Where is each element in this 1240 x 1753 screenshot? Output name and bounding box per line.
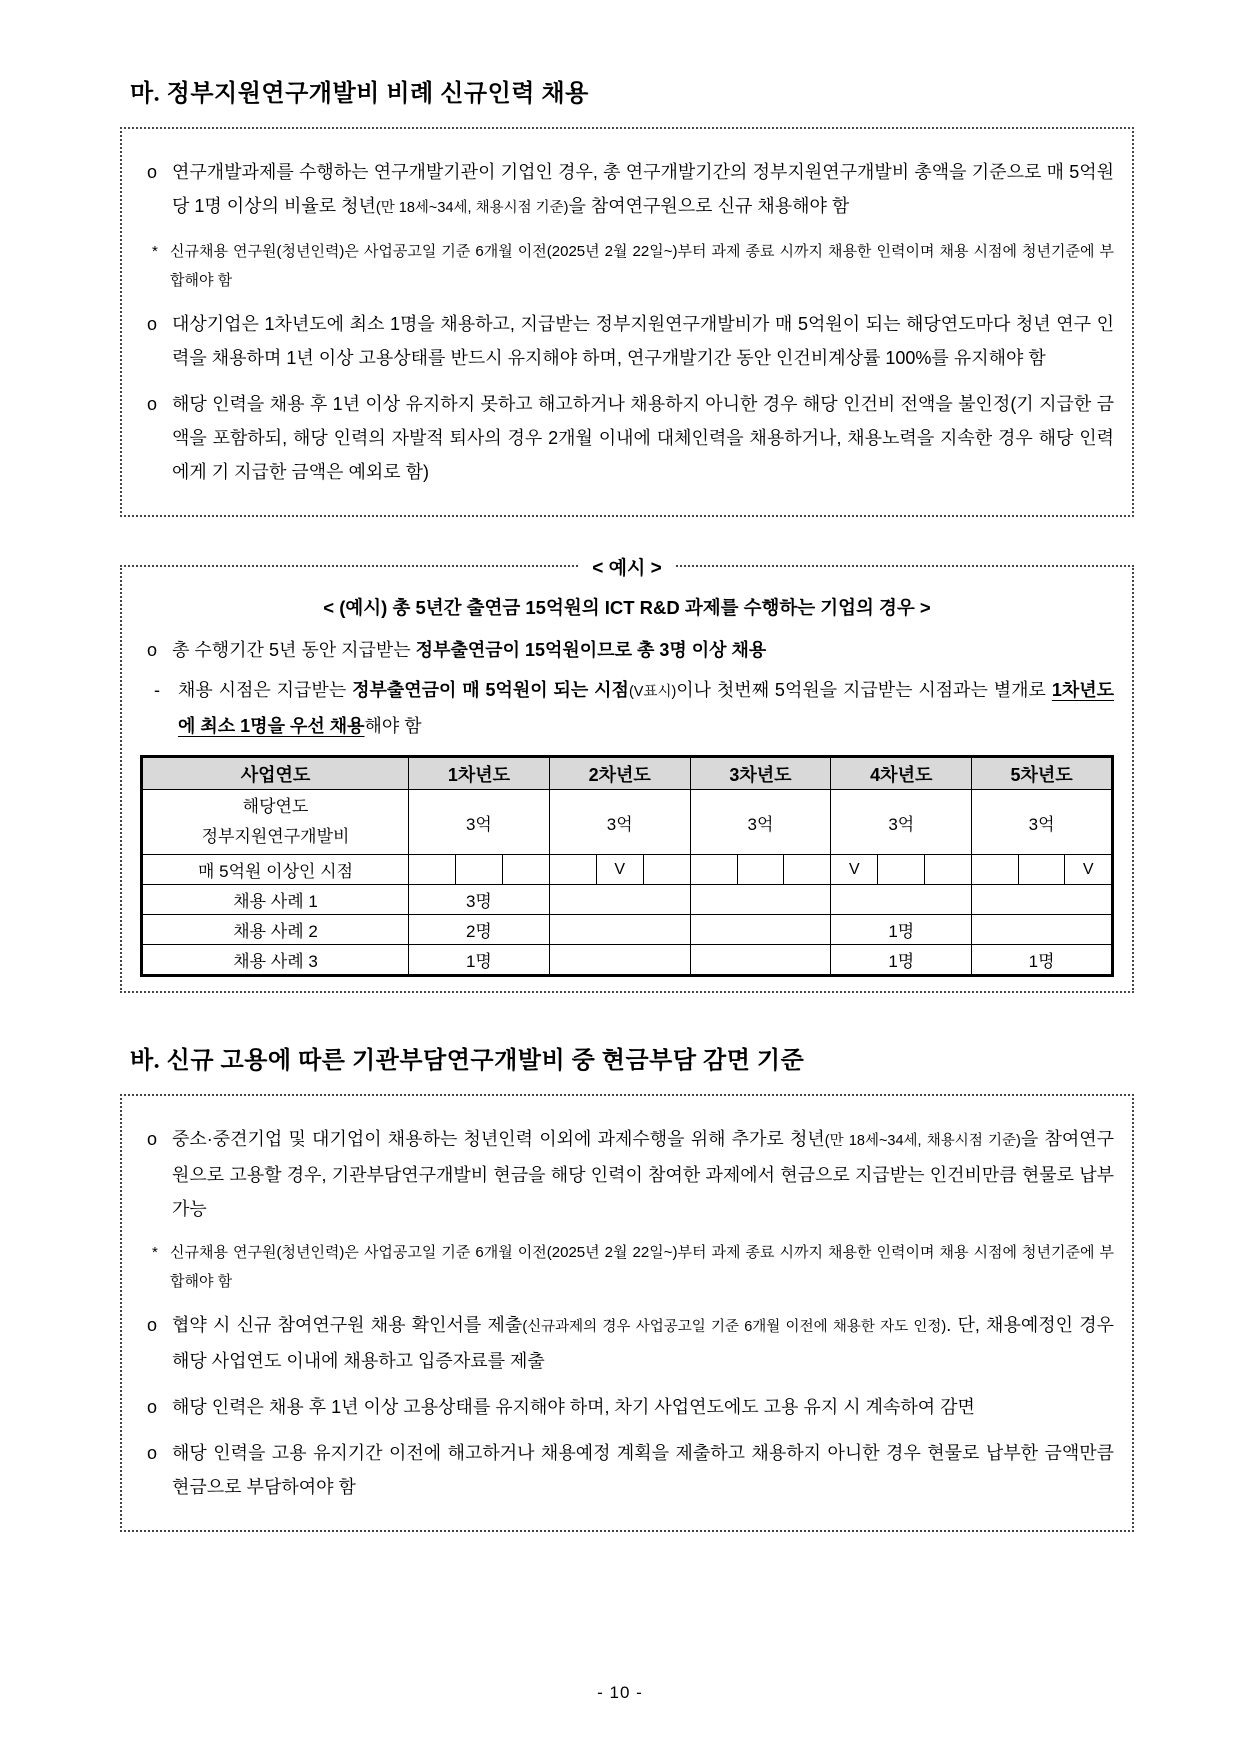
circle-bullet-marker: o <box>147 1397 158 1418</box>
header-cell-year1: 1차년도 <box>409 757 550 790</box>
text-run: 협약 시 신규 참여연구원 채용 확인서를 제출 <box>172 1315 523 1336</box>
section-ma-box <box>120 127 1134 517</box>
check-mark: V <box>596 855 643 884</box>
bold-text-run: 정부출연금이 매 5억원이 되는 시점 <box>352 680 629 701</box>
table-header-row <box>142 757 1113 790</box>
check-mark: V <box>849 860 860 878</box>
bold-underline-text-run: 1차년도에 최소 1명을 우선 채용 <box>178 680 1114 737</box>
small-parenthetical: (만 18세~34세, 채용시점 기준) <box>375 200 569 217</box>
example-box <box>120 558 1134 993</box>
case-row-label: 채용 사례 3 <box>142 945 409 976</box>
check-mark <box>502 855 549 884</box>
budget-cell-year5: 3억 <box>972 790 1113 855</box>
ba-paragraph-1 <box>140 1122 1114 1226</box>
budget-row-label <box>142 790 409 855</box>
small-parenthetical: (신규과제의 경우 사업공고일 기준 6개월 이전에 채용한 자도 인정) <box>522 1319 947 1336</box>
check-mark <box>783 855 830 884</box>
text-run: 이나 첫번째 5억원을 지급받는 시점과는 별개로 <box>676 680 1052 701</box>
case-cell: 3명 <box>409 885 550 915</box>
example-schedule-table <box>140 755 1114 977</box>
header-cell-year5: 5차년도 <box>972 757 1113 790</box>
small-parenthetical: (V표시) <box>628 684 677 701</box>
text-run: 신규채용 연구원(청년인력)은 사업공고일 기준 6개월 이전(2025년 2월 22일~)부터 과제 종료 시까지 채용한 인력이며 채용 시점에 청년기준에 부합해야 함 <box>170 1244 1114 1291</box>
text-run: . 단, 채용예정인 경우 해당 사업연도 이내에 채용하고 입증자료를 제출 <box>172 1315 1114 1372</box>
case-cell: 1명 <box>409 945 550 976</box>
example-title: < (예시) 총 5년간 출연금 15억원의 ICT R&D 과제를 수행하는 기업의 경우 > <box>323 597 931 619</box>
bold-text-run: 정부출연금이 15억원이므로 총 3명 이상 채용 <box>415 640 767 661</box>
small-parenthetical: (만 18세~34세, 채용시점 기준) <box>824 1133 1021 1150</box>
text-run: 대상기업은 1차년도에 최소 1명을 채용하고, 지급받는 정부지원연구개발비가 매 5억원이 되는 해당연도마다 청년 연구 인력을 채용하며 1년 이상 고용상태를 반드시 유지해야 하며, 연구개발기간 동안 인건비계상률 100%를 유지해야 함 <box>172 314 1114 369</box>
text-run: 해당 인력은 채용 후 1년 이상 고용상태를 유지해야 하며, 차기 사업연도에도 고용 유지 시 계속하여 감면 <box>172 1397 975 1418</box>
example-box-legend: < 예시 > <box>578 553 675 580</box>
section-ba-box <box>120 1094 1134 1532</box>
check-mark <box>455 855 502 884</box>
check-cell-year3 <box>690 855 831 885</box>
case-cell <box>831 885 972 915</box>
check-cell-year2 <box>549 855 690 885</box>
case-cell <box>549 945 690 976</box>
text-run: 을 참여연구원으로 고용할 경우, 기관부담연구개발비 현금을 해당 인력이 참여한 과제에서 현금으로 지급받는 인건비만큼 현물로 납부 가능 <box>172 1129 1114 1220</box>
check-cell-year5 <box>972 855 1113 885</box>
case-cell <box>549 885 690 915</box>
check-mark <box>550 855 596 884</box>
circle-bullet-marker: o <box>147 162 158 183</box>
circle-bullet-marker: o <box>147 640 158 661</box>
case-cell <box>549 915 690 945</box>
case-row-2 <box>142 915 1113 945</box>
header-cell-year4: 4차년도 <box>831 757 972 790</box>
circle-bullet-marker: o <box>147 314 158 335</box>
text-run: 중소·중견기업 및 대기업이 채용하는 청년인력 이외에 과제수행을 위해 추가로 청년 <box>172 1129 825 1150</box>
case-row-3 <box>142 945 1113 976</box>
case-cell <box>690 945 831 976</box>
case-row-1 <box>142 885 1113 915</box>
ba-footnote <box>140 1238 1114 1296</box>
case-cell <box>972 915 1113 945</box>
budget-cell-year3: 3억 <box>690 790 831 855</box>
check-row <box>142 855 1113 885</box>
case-row-label: 채용 사례 1 <box>142 885 409 915</box>
text-run: 채용 시점은 지급받는 <box>178 680 353 701</box>
case-cell: 1명 <box>831 915 972 945</box>
ma-paragraph-2 <box>140 307 1114 375</box>
check-mark: V <box>1064 855 1111 884</box>
circle-bullet-marker: o <box>147 1443 158 1464</box>
circle-bullet-marker: o <box>147 394 158 415</box>
text-run: 해당 인력을 고용 유지기간 이전에 해고하거나 채용예정 계획을 제출하고 채용하지 아니한 경우 현물로 납부한 금액만큼 현금으로 부담하여야 함 <box>172 1443 1114 1498</box>
header-cell-project-year: 사업연도 <box>142 757 409 790</box>
section-ma-heading: 마. 정부지원연구개발비 비례 신규인력 채용 <box>130 81 589 107</box>
header-cell-year2: 2차년도 <box>549 757 690 790</box>
text-run: 을 참여연구원으로 신규 채용해야 함 <box>568 196 850 217</box>
budget-row <box>142 790 1113 855</box>
text-run: 연구개발과제를 수행하는 연구개발기관이 기업인 경우, 총 연구개발기간의 정부지원연구개발비 총액을 기준으로 매 5억원 당 1명 이상의 비율로 청년 <box>172 162 1114 217</box>
check-cell-year1 <box>409 855 550 885</box>
text-run: 해야 함 <box>364 716 422 737</box>
example-bullet-2 <box>140 673 1114 743</box>
ba-paragraph-2 <box>140 1308 1114 1378</box>
ba-paragraph-3 <box>140 1390 1114 1424</box>
case-row-label: 채용 사례 2 <box>142 915 409 945</box>
budget-cell-year1: 3억 <box>409 790 550 855</box>
case-cell <box>972 885 1113 915</box>
header-cell-year3: 3차년도 <box>690 757 831 790</box>
asterisk-marker: * <box>152 243 158 261</box>
case-cell <box>690 915 831 945</box>
case-cell: 1명 <box>831 945 972 976</box>
budget-cell-year4: 3억 <box>831 790 972 855</box>
check-mark <box>409 855 455 884</box>
budget-label-line2: 정부지원연구개발비 <box>201 827 350 847</box>
ba-paragraph-4 <box>140 1436 1114 1504</box>
asterisk-marker: * <box>152 1244 158 1262</box>
section-ba-heading: 바. 신규 고용에 따른 기관부담연구개발비 중 현금부담 감면 기준 <box>130 1048 805 1075</box>
ma-footnote <box>140 237 1114 295</box>
text-run: 해당 인력을 채용 후 1년 이상 유지하지 못하고 해고하거나 채용하지 아니한 경우 해당 인건비 전액을 불인정(기 지급한 금액을 포함하되, 해당 인력의 자발적 퇴사의 경우 2개월 이내에 대체인력을 채용하거나, 채용노력을 지속한 경우 해당 인력에게 기 지급한 금액은 예외로 함) <box>172 394 1114 483</box>
ma-paragraph-3 <box>140 387 1114 489</box>
text-run: 총 수행기간 5년 동안 지급받는 <box>172 640 416 661</box>
check-row-label: 매 5억원 이상인 시점 <box>142 855 409 885</box>
example-bullet-1 <box>140 633 1114 667</box>
budget-cell-year2: 3억 <box>549 790 690 855</box>
case-cell: 1명 <box>972 945 1113 976</box>
ma-paragraph-1 <box>140 155 1114 225</box>
check-mark <box>643 855 690 884</box>
budget-label-line1: 해당연도 <box>242 797 309 817</box>
check-cell-year4 <box>831 855 972 885</box>
check-mark <box>972 855 1018 884</box>
text-run: 신규채용 연구원(청년인력)은 사업공고일 기준 6개월 이전(2025년 2월 22일~)부터 과제 종료 시까지 채용한 인력이며 채용 시점에 청년기준에 부합해야 함 <box>170 243 1114 290</box>
case-cell <box>690 885 831 915</box>
case-cell: 2명 <box>409 915 550 945</box>
check-mark <box>877 855 924 884</box>
dash-bullet-marker: - <box>154 680 160 701</box>
check-mark <box>1018 855 1065 884</box>
check-mark <box>691 855 737 884</box>
check-mark <box>924 855 971 884</box>
circle-bullet-marker: o <box>147 1129 158 1150</box>
circle-bullet-marker: o <box>147 1315 158 1336</box>
page-number: - 10 - <box>597 1683 643 1702</box>
check-mark <box>737 855 784 884</box>
